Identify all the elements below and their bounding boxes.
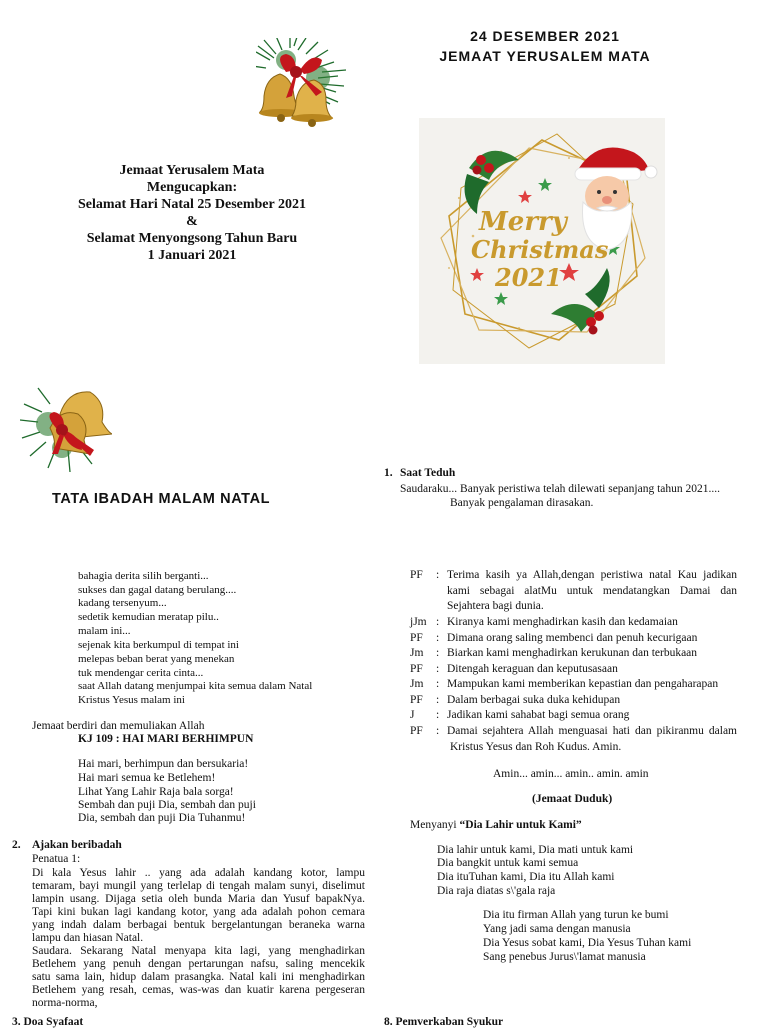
litany-row: [410, 615, 740, 631]
greeting-block: [52, 162, 332, 264]
para-line: lampu dan hiasan Natal.: [32, 932, 144, 944]
litany-speaker: PF: [410, 662, 423, 675]
song-line: Dia raja diatas s\'gala raja: [437, 885, 556, 897]
hymn-line: Sembah dan puji Dia, sembah dan puji: [78, 799, 256, 811]
litany-row: [410, 677, 740, 693]
section-1-number: 1.: [384, 467, 393, 479]
litany-colon: :: [436, 693, 440, 706]
para-line: Tapi kini bukan lagi kandang kotor, yang ada adalah pohon cemara: [32, 906, 365, 918]
song-line: Dia ituTuhan kami, Dia itu Allah kami: [437, 871, 615, 883]
section-2-title: Ajakan beribadah: [32, 839, 122, 851]
litany-text: Sejahtera bagi dunia.: [447, 600, 544, 612]
litany-row: [410, 568, 740, 615]
litany-speaker: Jm: [410, 647, 424, 659]
litany-colon: :: [436, 647, 440, 659]
litany-text: kami sebagai alatMu untuk mendatangkan Damai dan: [447, 584, 737, 597]
christmas-bells-icon: [256, 38, 352, 128]
amen-line: Amin... amin... amin.. amin. amin: [493, 768, 649, 780]
section-2-speaker: Penatua 1:: [32, 853, 81, 865]
litany-speaker: jJm: [410, 616, 427, 628]
litany-colon: :: [436, 631, 440, 644]
poem-line: malam ini...: [78, 625, 131, 637]
sit-note: (Jemaat Duduk): [532, 793, 613, 805]
para-line: temaram, bayi mungil yang terlelap di tengah malam sunyi, diselimut: [32, 880, 365, 892]
merry-christmas-card: [419, 118, 665, 364]
header-church-name: JEMAAT YERUSALEM MATA: [439, 48, 651, 64]
litany-row: [410, 662, 740, 678]
song-intro: [410, 819, 582, 832]
poem-line: bahagia derita silih berganti...: [78, 570, 209, 582]
song-title: “Dia Lahir untuk Kami”: [459, 819, 582, 831]
para-line: Betlehem yang penuh dengan pertarungan nafsu, saling mencekik: [32, 958, 365, 970]
song-line: Dia Yesus sobat kami, Dia Yesus Tuhan kami: [483, 937, 692, 949]
greeting-line: Jemaat Yerusalem Mata: [119, 163, 265, 178]
poem-line: sejenak kita berkumpul di tempat ini: [78, 639, 239, 651]
hymn-title: KJ 109 : HAI MARI BERHIMPUN: [78, 733, 254, 745]
litany-row: [410, 693, 740, 709]
section-2-number: 2.: [12, 839, 21, 851]
greeting-line: Mengucapkan:: [146, 180, 238, 195]
poem-line: tuk mendengar cerita cinta...: [78, 667, 204, 679]
poem-line: sedetik kemudian meratap pilu..: [78, 611, 219, 623]
para-line: yang indah dalam berbagai bentuk bergelantungan beraneka warna: [32, 919, 365, 931]
poem-line: saat Allah datang menjumpai kita semua dalam Natal: [78, 680, 313, 692]
song-line: Dia bangkit untuk kami semua: [437, 857, 579, 869]
litany-row: [410, 631, 740, 647]
christmas-wreath-icon: [419, 118, 665, 364]
greeting-line: 1 Januari 2021: [147, 248, 237, 263]
poem-line: sukses dan gagal datang berulang....: [78, 584, 237, 596]
litany-text: Mampukan kami memberikan kepastian dan pengaharapan: [447, 678, 719, 690]
litany-colon: :: [436, 662, 440, 675]
litany: [410, 568, 740, 758]
greeting-line: Selamat Menyongsong Tahun Baru: [86, 231, 298, 246]
litany-text: Dimana orang saling membenci dan penuh kecurigaan: [447, 631, 698, 644]
litany-speaker: PF: [410, 631, 423, 644]
litany-row: [410, 646, 740, 662]
section-1-title: Saat Teduh: [400, 467, 456, 479]
litany-speaker: Jm: [410, 678, 424, 690]
litany-colon: :: [436, 709, 440, 721]
header-date: 24 DESEMBER 2021: [470, 28, 620, 44]
song-intro-label: Menyanyi: [410, 819, 460, 831]
hymn-line: Hai mari, berhimpun dan bersukaria!: [78, 758, 249, 770]
song-line: Yang jadi sama dengan manusia: [483, 923, 631, 935]
card-merry-text: Merry: [479, 207, 567, 237]
hymn-line: Lihat Yang Lahir Raja bala sorga!: [78, 786, 234, 798]
litany-colon: :: [436, 569, 440, 581]
para-line: Saudara. Sekarang Natal menyapa kita lagi, yang menghadirkan: [32, 945, 365, 957]
section-1-text: Banyak pengalaman dirasakan.: [450, 497, 594, 509]
litany-speaker: J: [410, 709, 415, 721]
litany-text: Dalam berbagai suka duka kehidupan: [447, 693, 621, 706]
card-christmas-text: Christmas: [471, 235, 609, 264]
litany-colon: :: [436, 678, 440, 690]
card-year-text: 2021: [495, 263, 562, 292]
litany-text: Biarkan kami menghadirkan kerukunan dan terbukaan: [447, 647, 698, 659]
poem-line: melepas beban berat yang menekan: [78, 653, 235, 665]
para-line: Di kala Yesus lahir .. yang ada adalah kandang kotor, lampu: [32, 867, 365, 879]
greeting-line: &: [186, 214, 198, 229]
christmas-bells-icon: [20, 384, 112, 474]
litany-text: Damai sejahtera Allah menguasai hati dan pikiranmu dalam: [447, 725, 737, 737]
litany-text: Terima kasih ya Allah,dengan peristiwa natal Kau jadikan: [447, 569, 737, 581]
poem-line: kadang tersenyum...: [78, 597, 167, 609]
litany-text: Ditengah keraguan dan keputusasaan: [447, 662, 618, 675]
litany-row: [410, 708, 740, 724]
litany-text: Jadikan kami sahabat bagi semua orang: [447, 709, 630, 721]
song-line: Dia itu firman Allah yang turun ke bumi: [483, 909, 669, 921]
liturgy-title: TATA IBADAH MALAM NATAL: [52, 491, 271, 507]
poem-line: Kristus Yesus malam ini: [78, 694, 185, 706]
song-line: Sang penebus Jurus\'lamat manusia: [483, 951, 646, 963]
greeting-line: Selamat Hari Natal 25 Desember 2021: [78, 197, 306, 212]
litany-row: [410, 724, 740, 756]
litany-colon: :: [436, 725, 440, 737]
section-8-heading: 8. Pemverkaban Syukur: [384, 1016, 504, 1028]
litany-speaker: PF: [410, 693, 423, 706]
section-3-heading: 3. Doa Syafaat: [12, 1016, 84, 1028]
section-1-text: Saudaraku... Banyak peristiwa telah dilewati sepanjang tahun 2021....: [400, 483, 720, 495]
litany-speaker: PF: [410, 725, 423, 737]
stand-note: Jemaat berdiri dan memuliakan Allah: [32, 720, 205, 732]
song-line: Dia lahir untuk kami, Dia mati untuk kami: [437, 844, 634, 856]
para-line: Betlehem yang resah, cemas, was-was dan kuatir karena pergeseran: [32, 984, 365, 996]
para-line: lampin usang. Dijaga setia oleh bunda Maria dan Yusuf bapakNya.: [32, 893, 365, 905]
litany-text: Kristus Yesus dan Roh Kudus. Amin.: [450, 740, 622, 753]
litany-colon: :: [436, 616, 440, 628]
hymn-line: Dia, sembah dan puji Dia Tuhanmu!: [78, 812, 246, 824]
litany-text: Kiranya kami menghadirkan kasih dan kedamaian: [447, 616, 678, 628]
para-line: satu sama lain, hidup dalam prasangka. Natal kali ini menghadirkan: [32, 971, 365, 983]
para-line: norma-norma,: [32, 997, 98, 1009]
hymn-line: Hai mari semua ke Betlehem!: [78, 772, 216, 784]
litany-speaker: PF: [410, 569, 423, 581]
